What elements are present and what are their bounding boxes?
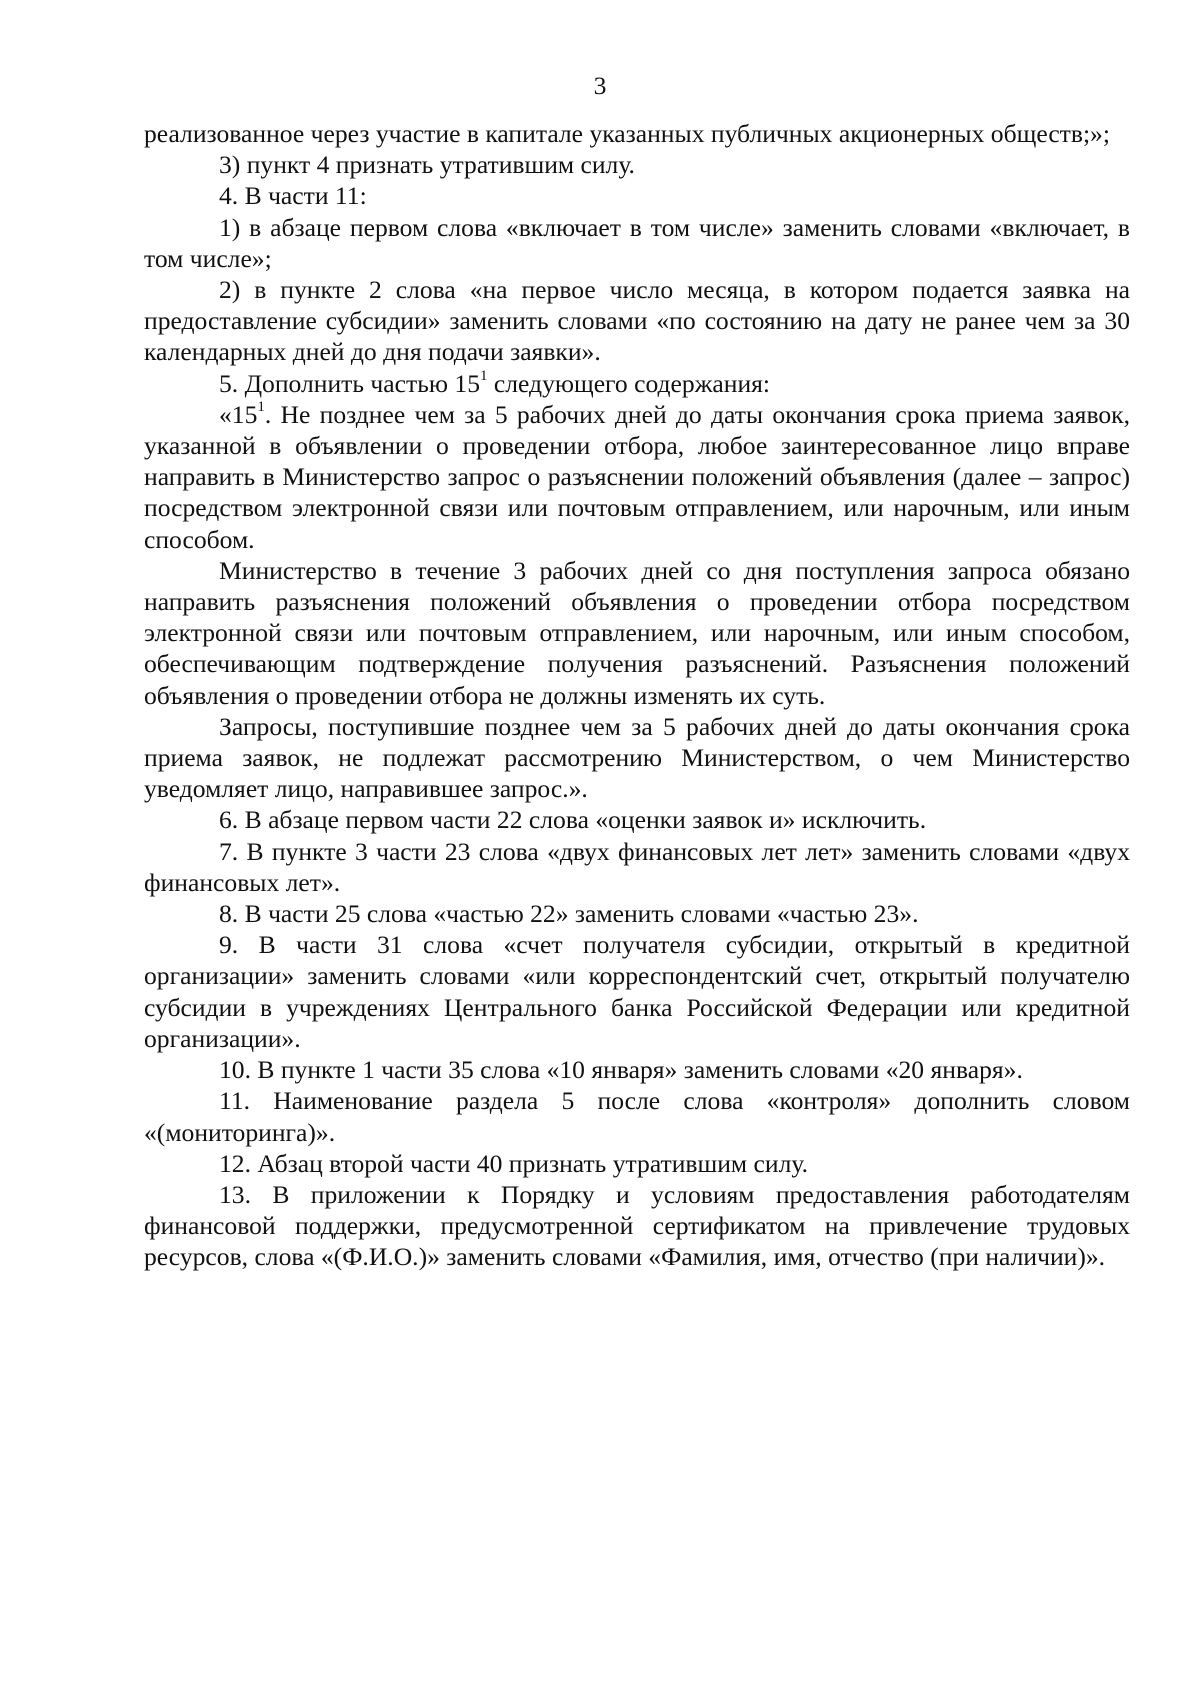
paragraph-section-4-item-1: 1) в абзаце первом слова «включает в том числе» заменить словами «включает, в том числе»; <box>144 212 1130 273</box>
paragraph-section-9: 9. В части 31 слова «счет получателя субсидии, открытый в кредитной организации» заменить словами «или корреспондентский счет, открытый получателю субсидии в учреждениях Центрального банка Российской Федерации или кредитной организации». <box>144 930 1130 1053</box>
document-body <box>144 118 1130 1273</box>
paragraph-section-7: 7. В пункте 3 части 23 слова «двух финансовых лет лет» заменить словами «двух финансовых лет». <box>144 836 1130 897</box>
paragraph-section-5 <box>144 368 1130 399</box>
paragraph-section-12: 12. Абзац второй части 40 признать утратившим силу. <box>219 1148 808 1178</box>
paragraph-continuation: реализованное через участие в капитале указанных публичных акционерных обществ;»; <box>144 119 1110 148</box>
paragraph-section-11: 11. Наименование раздела 5 после слова «контроля» дополнить словом «(мониторинга)». <box>144 1086 1130 1147</box>
paragraph-section-4: 4. В части 11: <box>219 181 367 211</box>
paragraph-late-requests: Запросы, поступившие позднее чем за 5 рабочих дней до даты окончания срока приема заявок, не подлежат рассмотрению Министерством, о чем Министерство уведомляет лицо, направившее запрос.». <box>144 711 1130 804</box>
paragraph-part-15-1-text-b: . Не позднее чем за 5 рабочих дней до даты окончания срока приема заявок, указанной в объявлении о проведении отбора, любое заинтересованное лицо вправе направить в Министерство запрос о разъяснении положений объявления (далее – запрос) посредством электронной связи или почтовым отправлением, или нарочным, или иным способом. <box>144 399 1130 554</box>
paragraph-section-4-item-2: 2) в пункте 2 слова «на первое число месяца, в котором подается заявка на предоставление субсидии» заменить словами «по состоянию на дату не ранее чем за 30 календарных дней до дня подачи заявки». <box>144 275 1130 367</box>
superscript-1: 1 <box>480 368 488 385</box>
paragraph-section-5-text-a: 5. Дополнить частью 15 <box>219 368 480 398</box>
paragraph-section-13: 13. В приложении к Порядку и условиям предоставления работодателям финансовой поддержки, предусмотренной сертификатом на привлечение трудовых ресурсов, слова «(Ф.И.О.)» заменить словами «Фамилия, имя, отчество (при наличии)». <box>144 1179 1130 1272</box>
paragraph-ministry-obligation: Министерство в течение 3 рабочих дней со дня поступления запроса обязано направить разъяснения положений объявления о проведении отбора посредством электронной связи или почтовым отправлением, или нарочным, или иным способом, обеспечивающим подтверждение получения разъяснений. Разъяснения положений объявления о проведении отбора не должны изменять их суть. <box>144 555 1130 710</box>
paragraph-part-15-1-text-a: «15 <box>219 399 258 429</box>
paragraph-part-15-1 <box>144 399 1130 555</box>
paragraph-section-6: 6. В абзаце первом части 22 слова «оценки заявок и» исключить. <box>219 805 927 835</box>
superscript-1: 1 <box>257 399 265 416</box>
page-number: 3 <box>593 71 607 100</box>
paragraph-item-3: 3) пункт 4 признать утратившим силу. <box>219 150 635 180</box>
paragraph-section-10: 10. В пункте 1 части 35 слова «10 января» заменить словами «20 января». <box>219 1055 1023 1085</box>
paragraph-section-8: 8. В части 25 слова «частью 22» заменить словами «частью 23». <box>219 899 919 929</box>
paragraph-section-5-text-b: следующего содержания: <box>487 368 771 398</box>
